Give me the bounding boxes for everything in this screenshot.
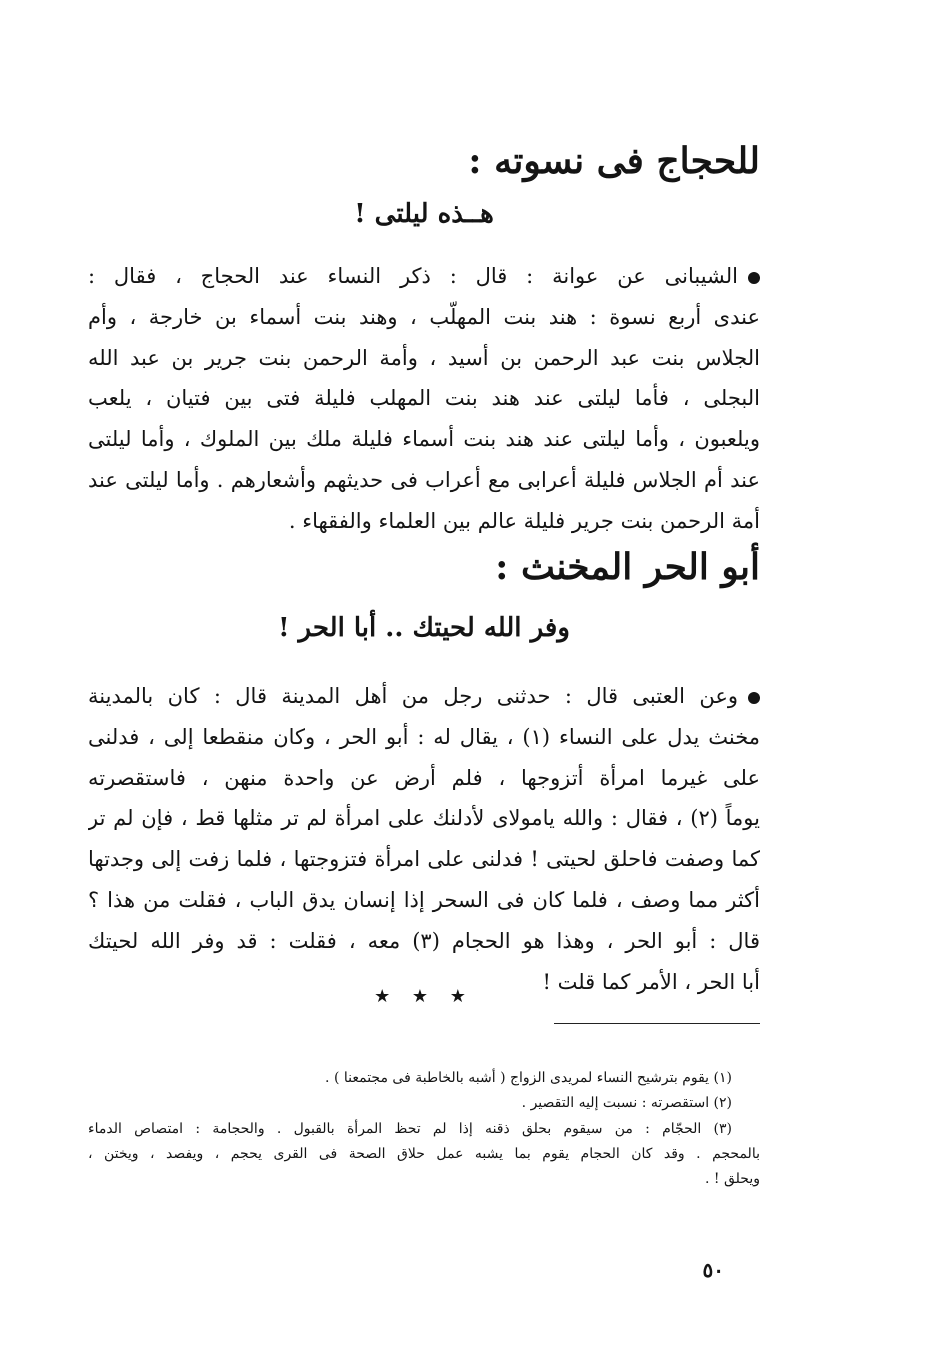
paragraph-hajjaj-wives [88, 256, 760, 542]
paragraph-line: الشيبانى عن عوانة : قال : ذكر النساء عند الحجاج ، فقال : [88, 256, 760, 297]
footnote-3-continued: بالمحجم . وقد كان الحجام يقوم بما يشبه عمل حلاق الصحة فى القرى يحجم ، ويفصد ، ويختن ، [88, 1145, 760, 1162]
paragraph-line: عندى أربع نسوة : هند بنت المهلّب ، وهند بنت أسماء بن خارجة ، وأم [88, 304, 760, 329]
paragraph-line: وعن العتبى قال : حدثنى رجل من أهل المدينة قال : كان بالمدينة [88, 676, 760, 717]
paragraph-line: يوماً (٢) ، فقال : والله يامولاى لأدلنك على امرأة لم تر مثلها قط ، فإن لم تر [88, 806, 760, 831]
paragraph-abu-alhur-story [88, 676, 760, 1002]
document-page [88, 0, 760, 1346]
paragraph-line: كما وصفت فاحلق لحيتى ! فدلنى على امرأة فتزوجتها ، فلما زفت إلى وجدتها [88, 847, 760, 872]
section-title-abu-alhur: أبو الحر المخنث : [495, 546, 760, 588]
footnote-divider [554, 1023, 760, 1024]
paragraph-line: أمة الرحمن بنت جرير فليلة عالم بين العلماء والفقهاء . [288, 508, 760, 533]
bullet-icon [748, 272, 760, 284]
footnote-1: (١) يقوم بترشيح النساء لمريدى الزواج ( أشبه بالخاطبة فى مجتمعنا ) . [325, 1070, 732, 1086]
subtitle-my-night: هــذه ليلتى ! [354, 199, 494, 229]
paragraph-line: عند أم الجلاس فليلة أعرابى مع أعراب فى حديثهم وأشعارهم . وأما ليلتى عند [88, 467, 760, 492]
bullet-icon [748, 692, 760, 704]
footnote-2: (٢) استقصرته : نسبت إليه التقصير . [521, 1095, 732, 1112]
paragraph-line: مخنث يدل على النساء (١) ، يقال له : أبو الحر ، وكان منقطعا إلى ، فدلنى [88, 724, 760, 749]
paragraph-line: البجلى ، فأما ليلتى عند هند بنت المهلب فليلة فتى بين فتيان ، يلعب [88, 386, 760, 411]
paragraph-line: قال : أبو الحر ، وهذا هو الحجام (٣) معه ، فقلت : قد وفر الله لحيتك [88, 928, 760, 953]
paragraph-line: الجلاس بنت عبد الرحمن بن أسيد ، وأمة الرحمن بنت جرير بن عبد الله [88, 345, 760, 370]
paragraph-line: أكثر مما وصف ، فلما كان فى السحر إذا إنسان يدق الباب ، فقلت من هذا ؟ [88, 887, 760, 912]
section-separator-stars: ★ ★ ★ [374, 986, 474, 1007]
paragraph-line: أبا الحر ، الأمر كما قلت ! [542, 969, 760, 994]
page-number: ٥٠ [702, 1258, 724, 1282]
paragraph-line: ويلعبون ، وأما ليلتى عند هند بنت أسماء فليلة ملك بين الملوك ، وأما ليلتى [88, 427, 760, 452]
paragraph-line: على غيرما امرأة أتزوجها ، فلم أرض عن واحدة منهن ، فاستقصرته [88, 765, 760, 790]
section-title-hajjaj: للحجاج فى نسوته : [468, 140, 760, 182]
footnote-3-end: ويحلق ! . [705, 1171, 760, 1188]
subtitle-beard: وفر الله لحيتك .. أبا الحر ! [278, 613, 570, 643]
footnote-3: (٣) الحجّام : من سيقوم بحلق ذقنه إذا لم تحظ المرأة بالقبول . والحجامة : امتصاص الدماء [88, 1120, 732, 1137]
footnotes [88, 1066, 760, 1192]
